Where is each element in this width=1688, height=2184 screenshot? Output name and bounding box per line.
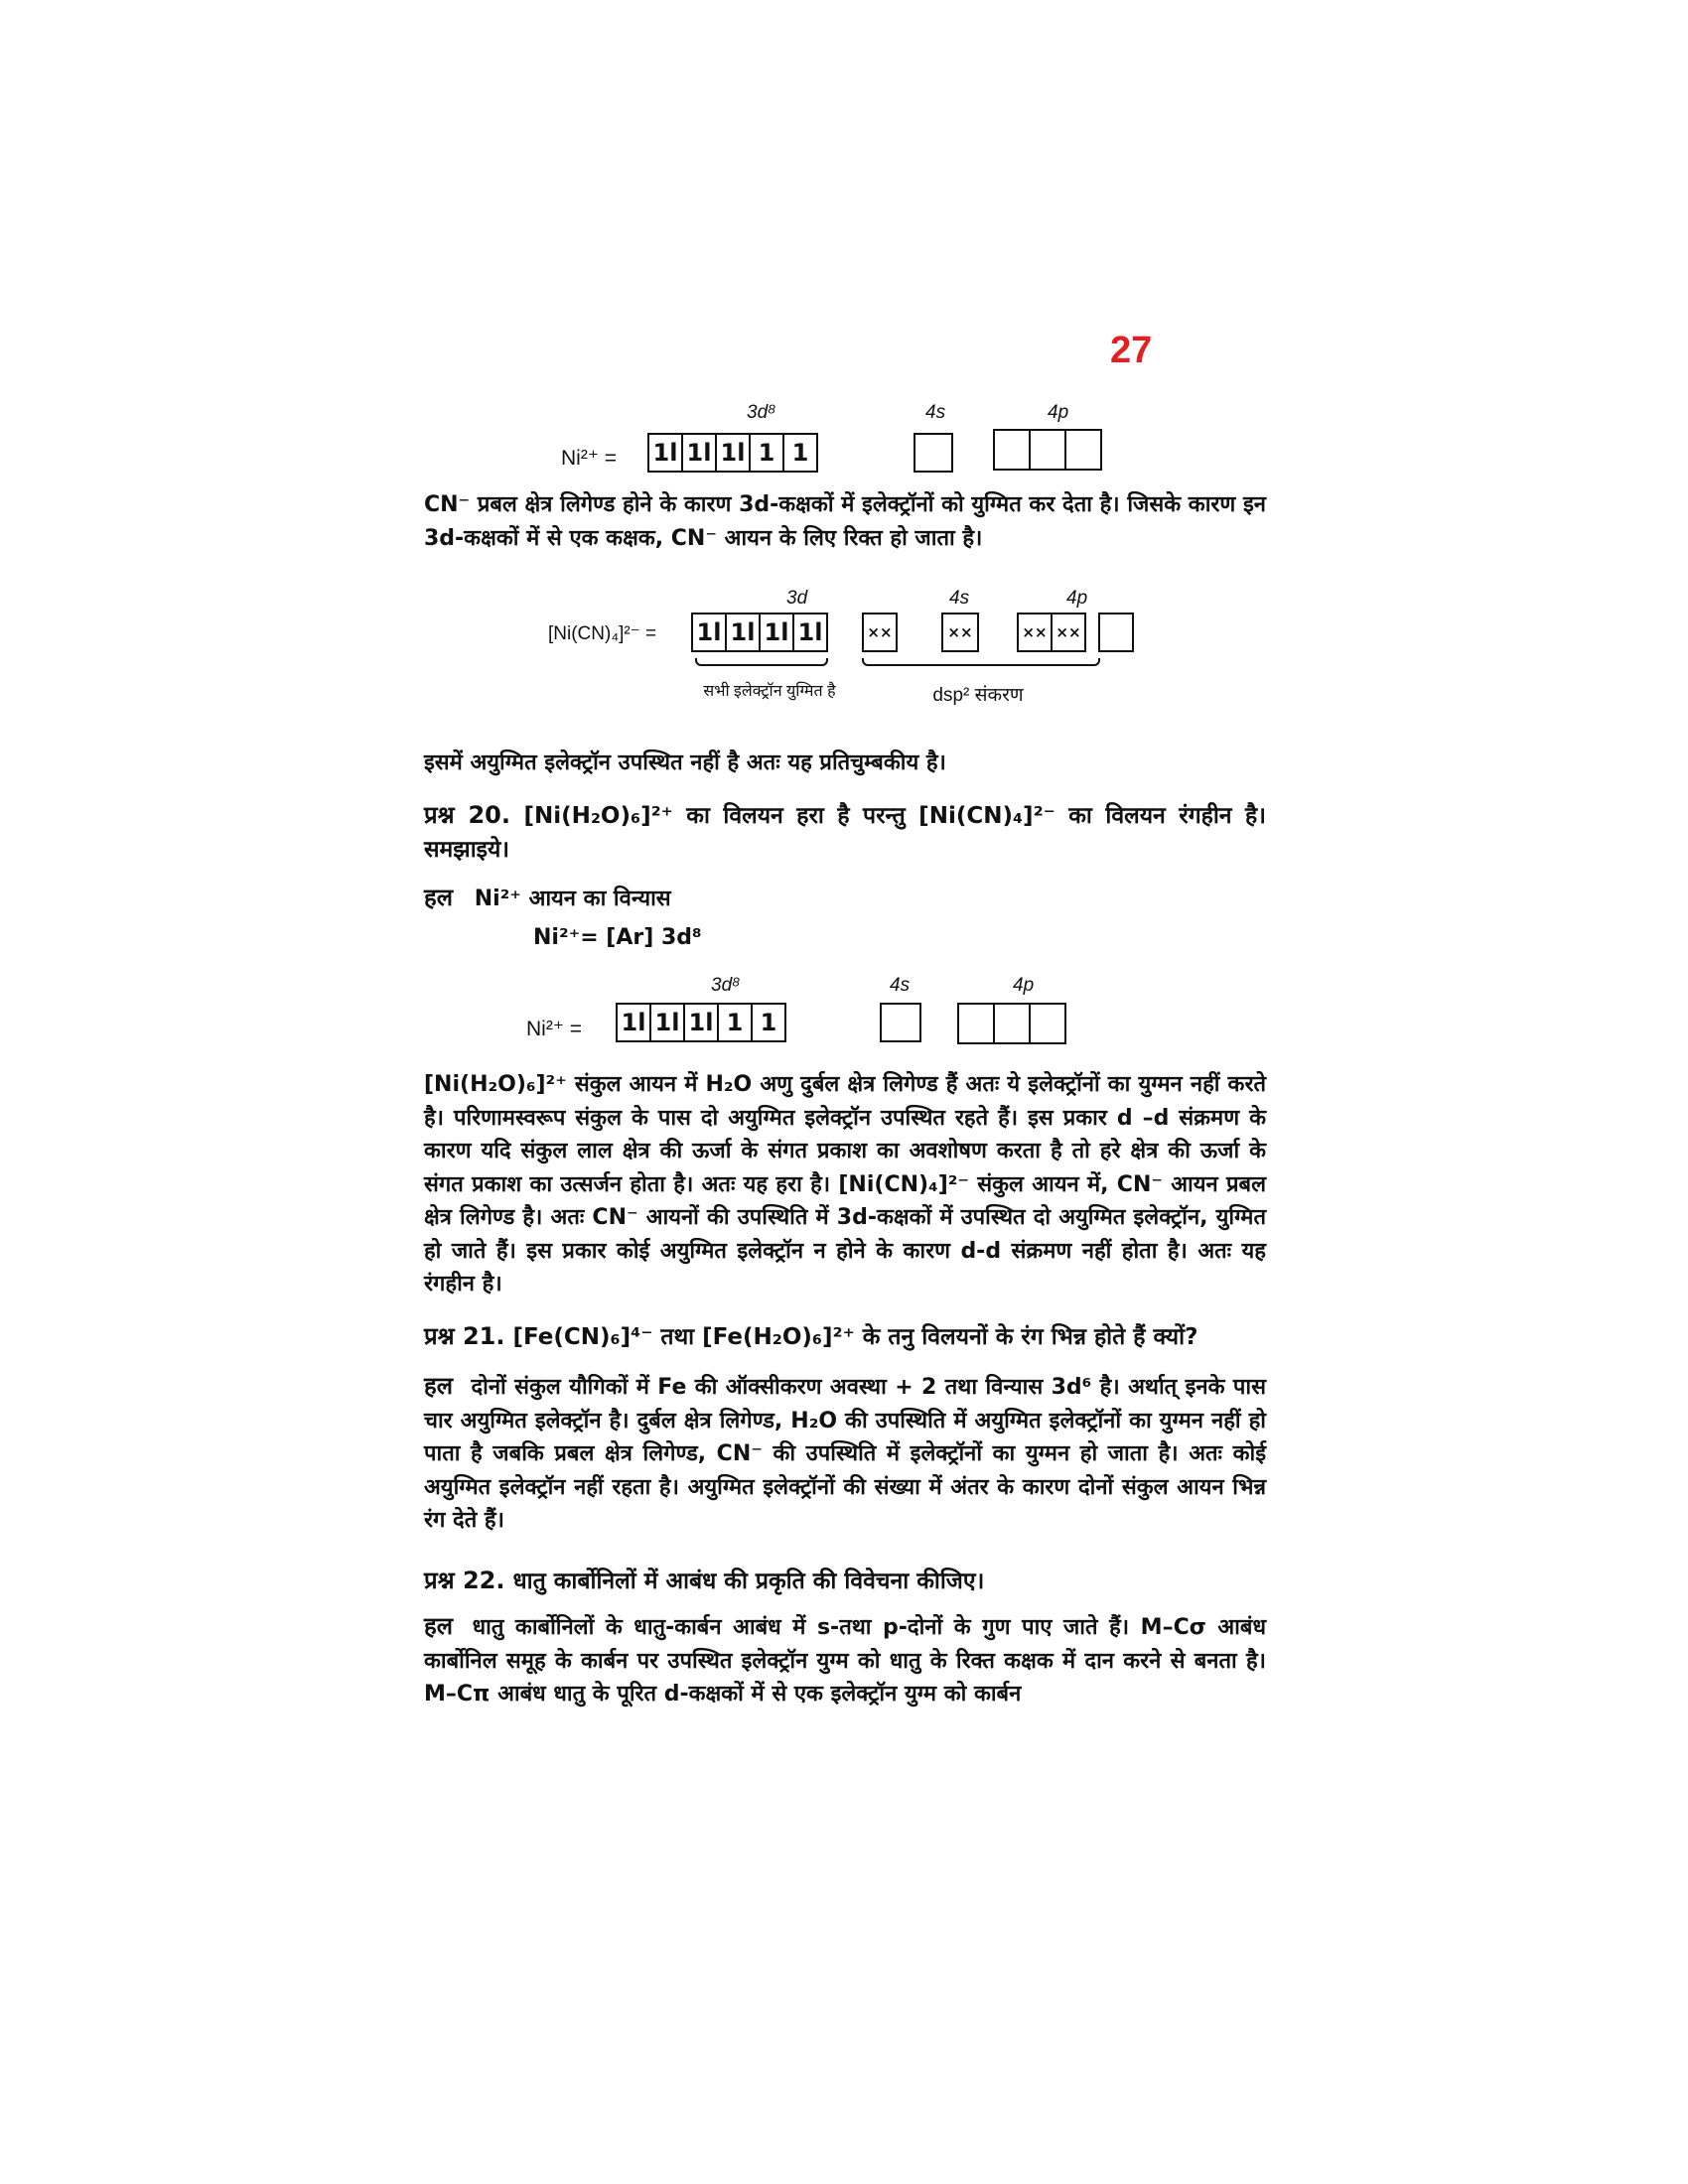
- brace-hybrid: [862, 658, 1100, 666]
- orbital-box-4s: [914, 433, 953, 473]
- label-4s: 4s: [925, 402, 946, 423]
- question-text: धातु कार्बोनिलों में आबंध की प्रकृति की विवेचना कीजिए।: [512, 1569, 985, 1594]
- question-label: प्रश्न 20.: [424, 801, 510, 829]
- orbital-box: 1: [782, 433, 818, 473]
- orbital-box-4p: ××: [1051, 613, 1086, 652]
- paragraph-cn-strong-field: CN⁻ प्रबल क्षेत्र लिगेण्ड होने के कारण 3d-कक्षकों में इलेक्ट्रॉनों को युग्मित कर देता है। जिसके कारण इन 3d-कक्षकों में से एक कक्षक, CN⁻ आयन के लिए रिक्त हो जाता है।: [424, 492, 1266, 551]
- orbital-box: 1: [749, 433, 784, 473]
- solution-label: हल: [424, 1612, 454, 1640]
- solution-text: दोनों संकुल यौगिकों में Fe की ऑक्सीकरण अवस्था + 2 तथा विन्यास 3d⁶ है। अर्थात् इनके पास चार अयुग्मित इलेक्ट्रॉन है। दुर्बल क्षेत्र लिगेण्ड, H₂O की उपस्थिति में अयुग्मित इलेक्ट्रॉनों का युग्मन नहीं हो पाता है जबकि प्रबल क्षेत्र लिगेण्ड, CN⁻ की उपस्थिति में इलेक्ट्रॉनों का युग्मन हो जाता है। अतः कोई अयुग्मित इलेक्ट्रॉन नहीं रहता है। अयुग्मित इलेक्ट्रॉनों की संख्या में अंतर के कारण दोनों संकुल आयन भिन्न रंग देते हैं।: [424, 1375, 1266, 1533]
- question-20: [424, 798, 1266, 867]
- note-dsp2-hybridization: dsp² संकरण: [932, 685, 1024, 706]
- label-4p: 4p: [1048, 402, 1069, 423]
- label-3d: 3d⁸: [711, 975, 741, 996]
- question-label: प्रश्न 21.: [424, 1322, 505, 1350]
- orbital-box-4p: [957, 1003, 995, 1044]
- label-3d: 3d: [786, 588, 808, 609]
- orbital-box-4p: [1029, 1003, 1066, 1044]
- orbital-box: 1l: [681, 433, 717, 473]
- config-ni2plus: Ni²⁺= [Ar] 3d⁸: [533, 925, 702, 950]
- orbital-box: ××: [862, 613, 898, 652]
- page-number: 27: [1110, 330, 1153, 371]
- solution-label: हल: [424, 1372, 454, 1400]
- orbital-box: 1l: [683, 1003, 719, 1042]
- orbital-box: 1l: [691, 613, 727, 652]
- label-3d: 3d⁸: [747, 402, 776, 423]
- ion-label: [Ni(CN)₄]²⁻ =: [548, 623, 657, 644]
- orbital-box: 1: [751, 1003, 786, 1042]
- solution-20-paragraph: [Ni(H₂O)₆]²⁺ संकुल आयन में H₂O अणु दुर्बल क्षेत्र लिगेण्ड हैं अतः ये इलेक्ट्रॉनों का युग्मन नहीं करते है। परिणामस्वरूप संकुल के पास दो अयुग्मित इलेक्ट्रॉन उपस्थित रहते हैं। इस प्रकार d –d संक्रमण के कारण यदि संकुल लाल क्षेत्र की ऊर्जा के संगत प्रकाश का अवशोषण करता है तो हरे क्षेत्र की ऊर्जा के संगत प्रकाश का उत्सर्जन होता है। अतः यह हरा है। [Ni(CN)₄]²⁻ संकुल आयन में, CN⁻ आयन प्रबल क्षेत्र लिगेण्ड है। अतः CN⁻ आयनों की उपस्थिति में 3d-कक्षकों में उपस्थित दो अयुग्मित इलेक्ट्रॉन, युग्मित हो जाते हैं। इस प्रकार कोई अयुग्मित इलेक्ट्रॉन न होने के कारण d-d संक्रमण नहीं होता है। अतः यह रंगहीन है।: [424, 1072, 1266, 1297]
- question-label: प्रश्न 22.: [424, 1567, 505, 1594]
- orbital-box: 1l: [725, 613, 761, 652]
- note-all-paired: सभी इलेक्ट्रॉन युग्मित है: [703, 683, 836, 700]
- label-4p: 4p: [1013, 975, 1035, 996]
- orbital-box: 1l: [649, 1003, 685, 1042]
- orbital-box: 1l: [759, 613, 794, 652]
- orbital-box-4p: [993, 1003, 1031, 1044]
- solution-22: [424, 1610, 1266, 1711]
- label-4s: 4s: [890, 975, 911, 996]
- brace-paired: [695, 658, 828, 666]
- orbital-box-4s: [880, 1003, 921, 1042]
- label-4p: 4p: [1066, 588, 1088, 609]
- question-21: [424, 1320, 1266, 1355]
- orbital-box-4p: [993, 429, 1031, 471]
- paragraph-diamagnetic: इसमें अयुग्मित इलेक्ट्रॉन उपस्थित नहीं है अतः यह प्रतिचुम्बकीय है।: [424, 751, 946, 775]
- ion-label: Ni²⁺ =: [561, 447, 618, 470]
- ion-label: Ni²⁺ =: [526, 1018, 583, 1040]
- orbital-box-4p: [1098, 613, 1134, 652]
- orbital-box-4s: ××: [941, 613, 979, 652]
- orbital-box-4p: ××: [1017, 613, 1053, 652]
- solution-text: धातु कार्बोनिलों के धातु-कार्बन आबंध में s-तथा p-दोनों के गुण पाए जाते हैं। M–Cσ आबंध कार्बोनिल समूह के कार्बन पर उपस्थित इलेक्ट्रॉन युग्म को धातु के रिक्त कक्षक में दान करने से बनता है। M–Cπ आबंध धातु के पूरित d-कक्षकों में से एक इलेक्ट्रॉन युग्म को कार्बन: [424, 1615, 1266, 1706]
- orbital-box-4p: [1029, 429, 1066, 471]
- question-text: [Ni(H₂O)₆]²⁺ का विलयन हरा है परन्तु [Ni(CN)₄]²⁻ का विलयन रंगहीन है। समझाइये।: [424, 803, 1266, 863]
- orbital-box: 1l: [715, 433, 751, 473]
- orbital-box: 1: [717, 1003, 753, 1042]
- orbital-box: 1l: [792, 613, 828, 652]
- orbital-box: 1l: [647, 433, 683, 473]
- question-text: [Fe(CN)₆]⁴⁻ तथा [Fe(H₂O)₆]²⁺ के तनु विलयनों के रंग भिन्न होते हैं क्यों?: [512, 1324, 1198, 1350]
- orbital-box: 1l: [616, 1003, 651, 1042]
- question-22: [424, 1565, 1266, 1599]
- solution-intro-text: Ni²⁺ आयन का विन्यास: [474, 887, 671, 911]
- solution-21: [424, 1370, 1266, 1538]
- solution-20-intro: [424, 882, 1266, 916]
- solution-label: हल: [424, 884, 454, 911]
- label-4s: 4s: [949, 588, 970, 609]
- orbital-box-4p: [1064, 429, 1102, 471]
